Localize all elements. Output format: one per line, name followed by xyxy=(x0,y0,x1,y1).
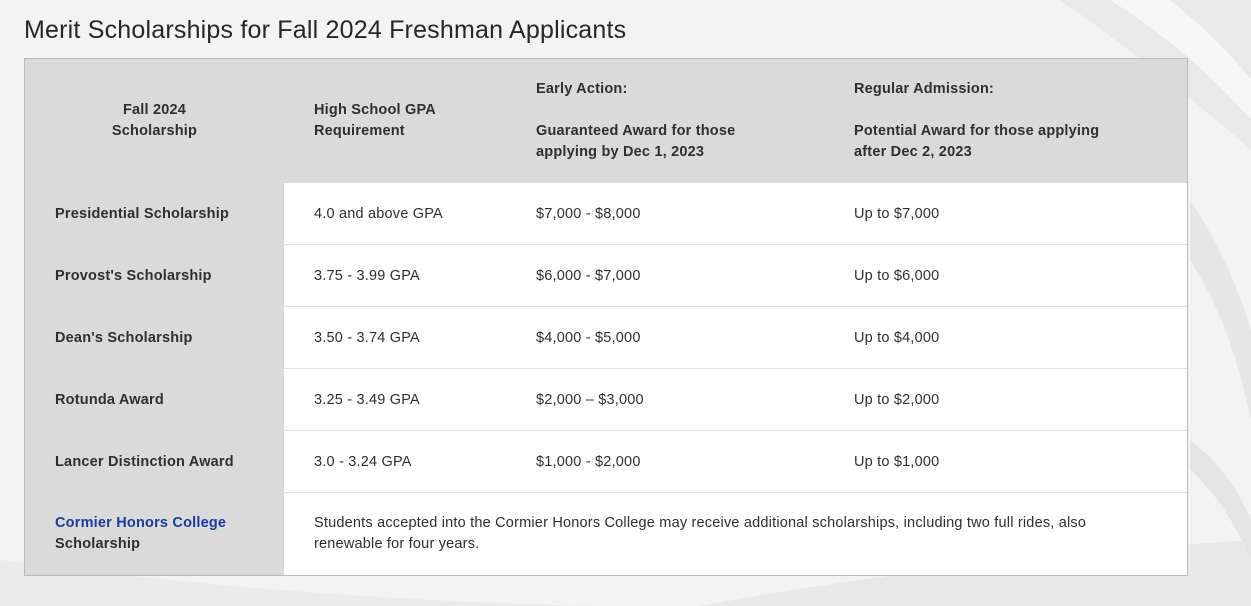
regular-admission-award: Up to $1,000 xyxy=(854,431,1187,493)
header-early-action xyxy=(520,59,854,183)
header-scholarship-line2: Scholarship xyxy=(111,123,198,139)
page-title: Merit Scholarships for Fall 2024 Freshman Applicants xyxy=(24,16,627,44)
header-regular-admission-sub2: after Dec 2, 2023 xyxy=(854,144,972,160)
gpa-requirement: 3.50 - 3.74 GPA xyxy=(284,307,520,369)
scholarship-table-container xyxy=(24,58,1188,576)
gpa-requirement: 4.0 and above GPA xyxy=(284,183,520,245)
regular-admission-award: Up to $6,000 xyxy=(854,245,1187,307)
regular-admission-award: Up to $7,000 xyxy=(854,183,1187,245)
honors-scholarship-label: Scholarship xyxy=(55,535,141,552)
table-body xyxy=(25,183,1187,575)
header-early-action-title: Early Action: xyxy=(536,81,628,97)
honors-college-link[interactable]: Cormier Honors College xyxy=(55,514,227,531)
scholarship-table xyxy=(25,59,1187,575)
table-row xyxy=(25,183,1187,245)
regular-admission-award: Up to $4,000 xyxy=(854,307,1187,369)
regular-admission-award: Up to $2,000 xyxy=(854,369,1187,431)
table-row xyxy=(25,431,1187,493)
header-regular-admission xyxy=(854,59,1187,183)
header-scholarship-line1: Fall 2024 xyxy=(122,102,187,118)
early-action-award: $2,000 – $3,000 xyxy=(520,369,854,431)
header-row xyxy=(25,59,1187,183)
table-row xyxy=(25,307,1187,369)
header-gpa-line2: Requirement xyxy=(314,123,405,139)
table-row xyxy=(25,245,1187,307)
scholarship-name: Dean's Scholarship xyxy=(25,307,284,369)
gpa-requirement: 3.25 - 3.49 GPA xyxy=(284,369,520,431)
early-action-award: $6,000 - $7,000 xyxy=(520,245,854,307)
header-regular-admission-title: Regular Admission: xyxy=(854,81,995,97)
header-early-action-sub1: Guaranteed Award for those xyxy=(536,123,736,139)
header-regular-admission-sub1: Potential Award for those applying xyxy=(854,123,1100,139)
header-scholarship xyxy=(25,59,284,183)
scholarship-name: Lancer Distinction Award xyxy=(25,431,284,493)
early-action-award: $1,000 - $2,000 xyxy=(520,431,854,493)
honors-scholarship-name xyxy=(25,493,284,576)
table-header xyxy=(25,59,1187,183)
honors-row xyxy=(25,493,1187,576)
header-gpa xyxy=(284,59,520,183)
honors-description: Students accepted into the Cormier Honors College may receive additional scholarships, including two full rides, also renewable for four years. xyxy=(314,515,1087,552)
gpa-requirement: 3.75 - 3.99 GPA xyxy=(284,245,520,307)
scholarship-name: Rotunda Award xyxy=(25,369,284,431)
header-early-action-sub2: applying by Dec 1, 2023 xyxy=(536,144,705,160)
early-action-award: $4,000 - $5,000 xyxy=(520,307,854,369)
scholarship-name: Provost's Scholarship xyxy=(25,245,284,307)
gpa-requirement: 3.0 - 3.24 GPA xyxy=(284,431,520,493)
early-action-award: $7,000 - $8,000 xyxy=(520,183,854,245)
header-gpa-line1: High School GPA xyxy=(314,102,436,118)
table-row xyxy=(25,369,1187,431)
scholarship-name: Presidential Scholarship xyxy=(25,183,284,245)
